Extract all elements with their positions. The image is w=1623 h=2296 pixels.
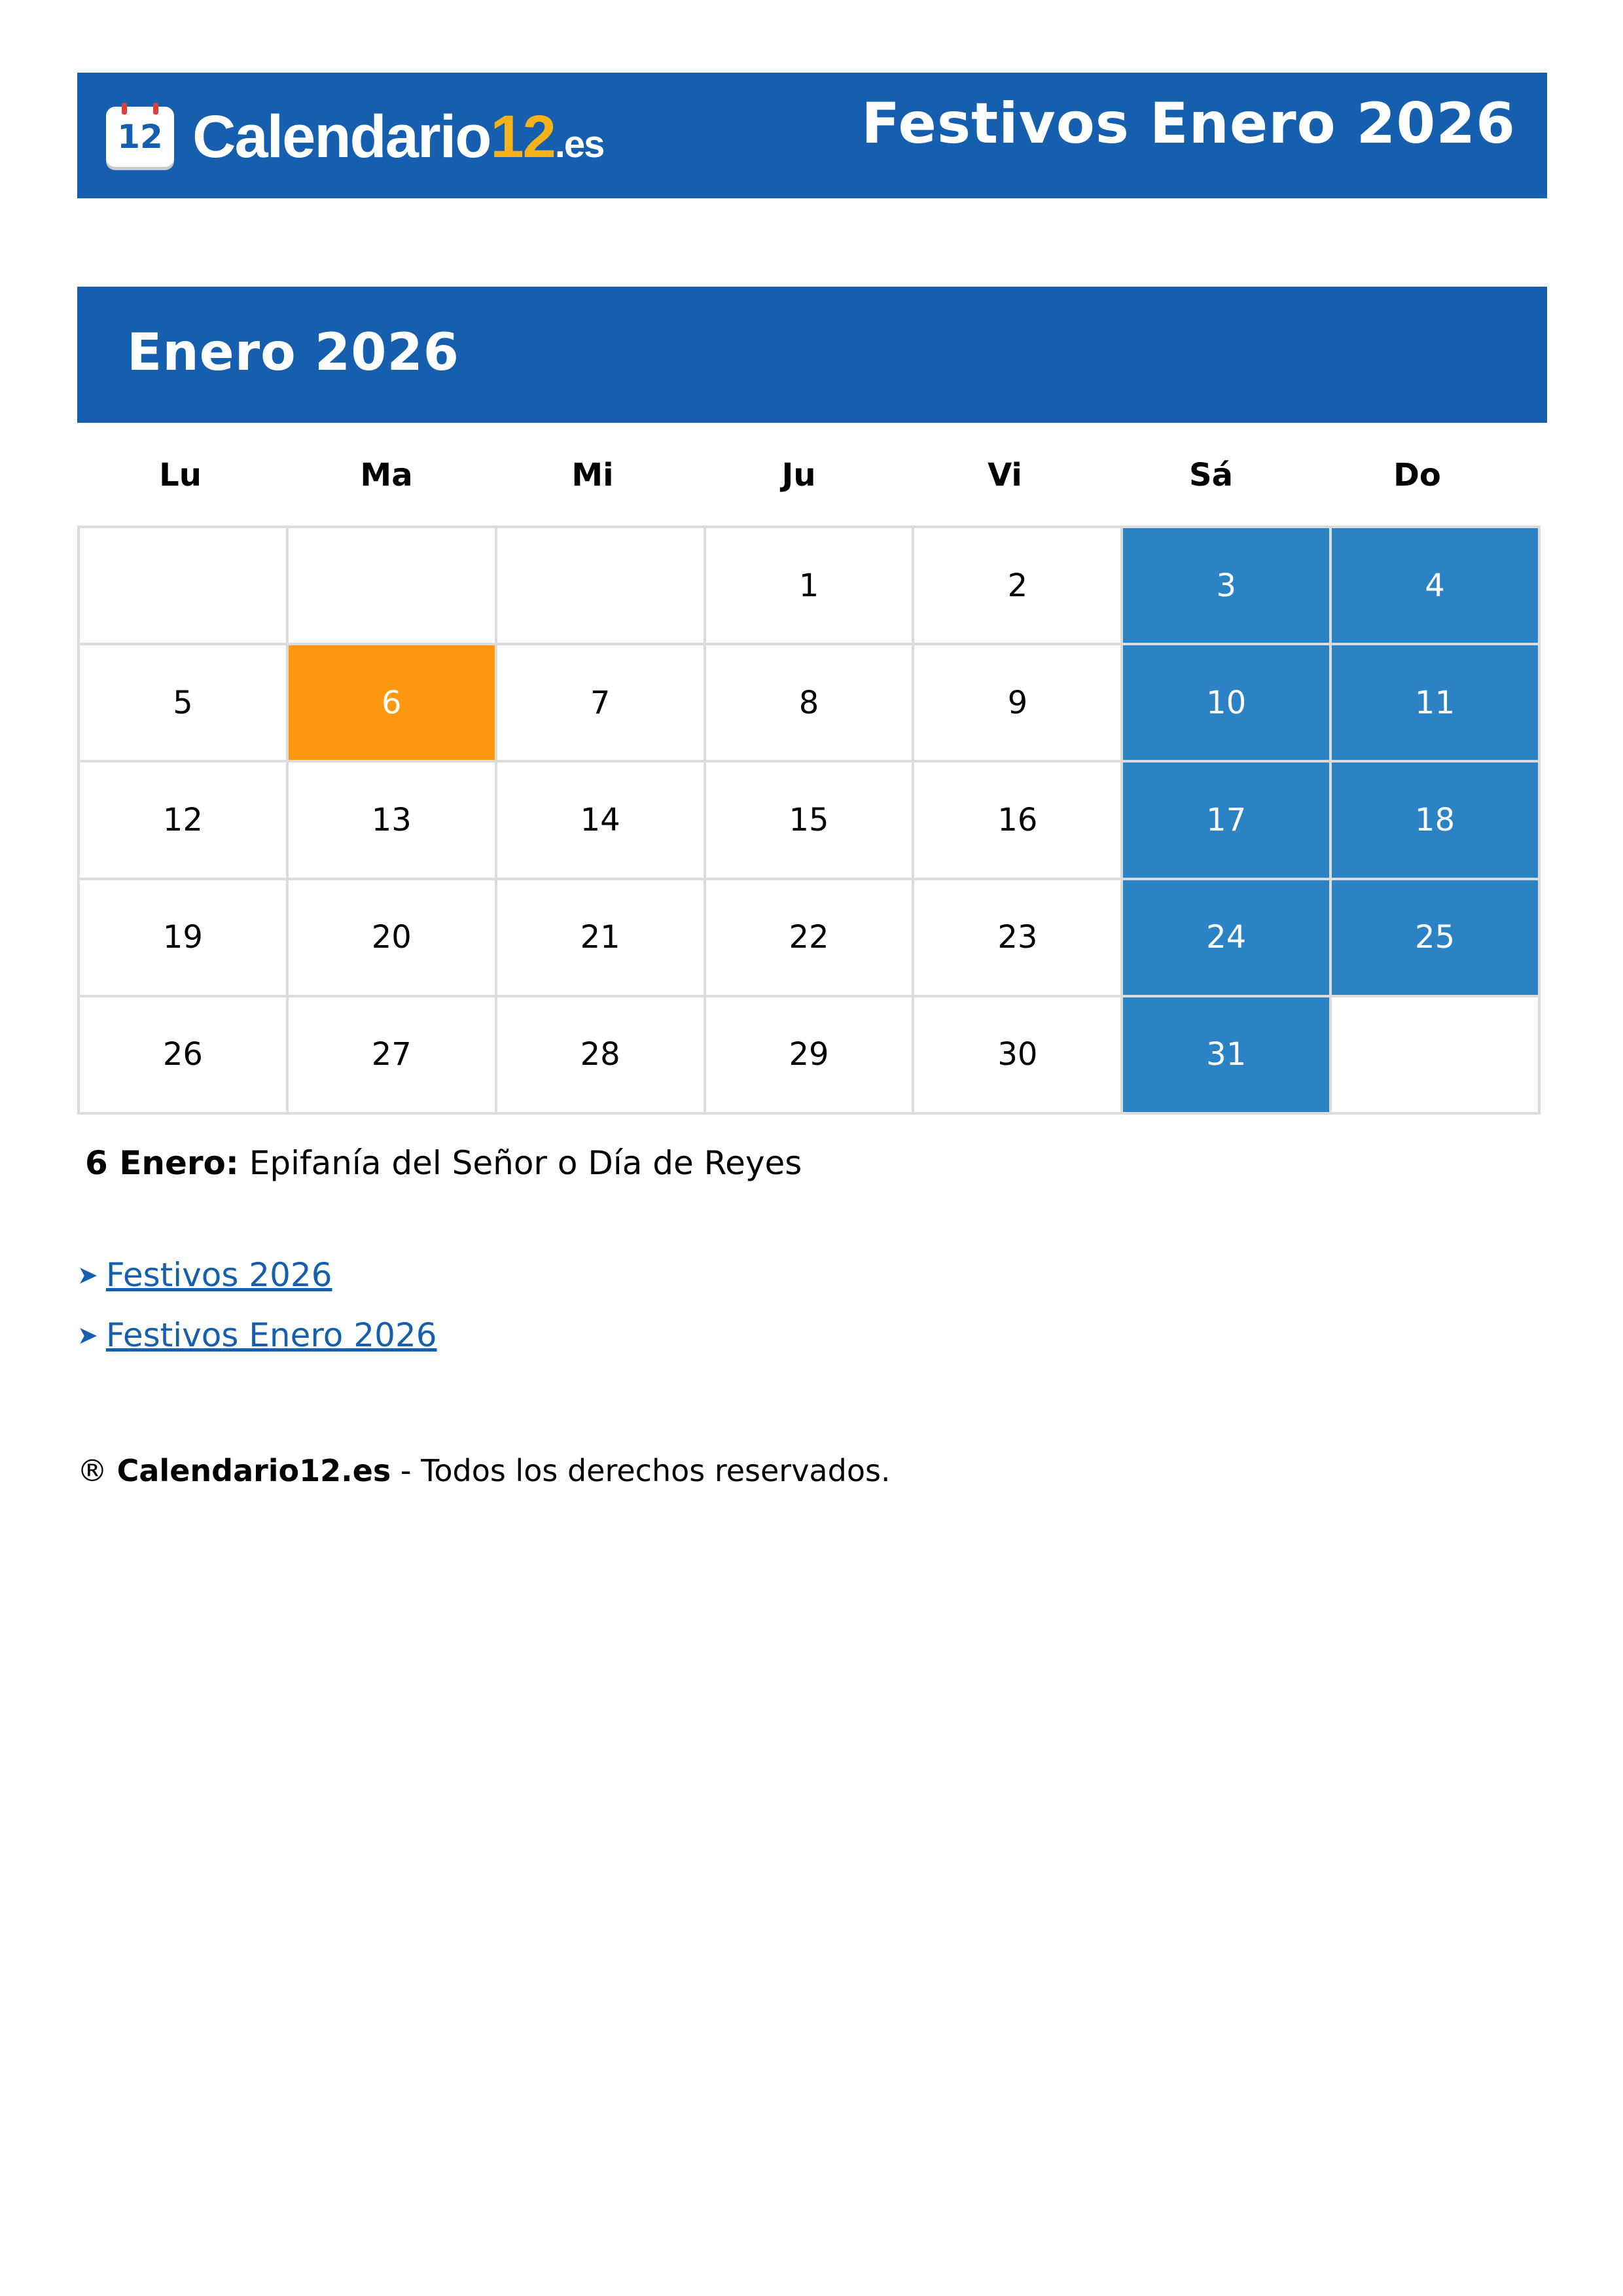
- calendar-grid: [77, 526, 1541, 1115]
- festivos-year-link[interactable]: Festivos 2026: [105, 1256, 332, 1294]
- calendar-day-weekend: 17: [1123, 762, 1332, 880]
- calendar-day: 29: [706, 997, 915, 1115]
- footer-text: - Todos los derechos reservados.: [400, 1453, 891, 1488]
- calendar-day: 19: [80, 880, 289, 997]
- holiday-name: Epifanía del Señor o Día de Reyes: [249, 1144, 802, 1182]
- arrow-icon: ➤: [77, 1261, 98, 1289]
- weekday-label: Mi: [571, 457, 614, 493]
- calendar-day-weekend: 3: [1123, 528, 1332, 645]
- weekday-label: Sá: [1189, 457, 1233, 493]
- calendar-day: 23: [914, 880, 1123, 997]
- calendar-day-weekend: 11: [1332, 645, 1541, 762]
- weekday-label: Lu: [159, 457, 202, 493]
- logo-number: 12: [490, 103, 555, 170]
- calendar-day: 28: [497, 997, 706, 1115]
- logo-name: Calendario: [192, 103, 491, 170]
- month-title: Enero 2026: [127, 323, 460, 382]
- holiday-date: 6 Enero:: [85, 1144, 239, 1182]
- calendar-day: 14: [497, 762, 706, 880]
- calendar-day: 21: [497, 880, 706, 997]
- calendar-day: 1: [706, 528, 915, 645]
- calendar-day-weekend: 10: [1123, 645, 1332, 762]
- calendar-empty-cell: [497, 528, 706, 645]
- calendar-day: 2: [914, 528, 1123, 645]
- footer-brand: Calendario12.es: [116, 1453, 391, 1488]
- holiday-note: [85, 1144, 802, 1182]
- footer: [77, 1453, 891, 1488]
- calendar-day-weekend: 18: [1332, 762, 1541, 880]
- related-links: [77, 1245, 437, 1365]
- calendar-day-weekend: 4: [1332, 528, 1541, 645]
- calendar-empty-cell: [80, 528, 289, 645]
- site-logo[interactable]: [106, 105, 603, 168]
- weekday-label: Ju: [781, 457, 816, 493]
- weekday-label: Ma: [360, 457, 413, 493]
- calendar-day: 22: [706, 880, 915, 997]
- weekday-header-row: [77, 449, 1541, 501]
- page-header: [77, 73, 1547, 198]
- calendar-day: 8: [706, 645, 915, 762]
- calendar-day-weekend: 31: [1123, 997, 1332, 1115]
- calendar-day: 30: [914, 997, 1123, 1115]
- festivos-month-link[interactable]: Festivos Enero 2026: [105, 1316, 437, 1354]
- month-header: [77, 287, 1547, 423]
- calendar-day: 20: [289, 880, 497, 997]
- calendar-day: 26: [80, 997, 289, 1115]
- calendar-day-holiday: 6: [289, 645, 497, 762]
- arrow-icon: ➤: [77, 1321, 98, 1350]
- calendar-day: 7: [497, 645, 706, 762]
- weekday-label: Do: [1393, 457, 1441, 493]
- calendar-empty-cell: [1332, 997, 1541, 1115]
- registered-symbol: ®: [77, 1453, 107, 1488]
- calendar-icon: 12: [106, 107, 174, 167]
- logo-wordmark: [192, 103, 603, 171]
- link-item: [77, 1305, 437, 1365]
- calendar-day: 27: [289, 997, 497, 1115]
- calendar-day: 15: [706, 762, 915, 880]
- page-title: Festivos Enero 2026: [861, 91, 1516, 156]
- calendar-day: 5: [80, 645, 289, 762]
- link-item: [77, 1245, 437, 1305]
- calendar-day-weekend: 24: [1123, 880, 1332, 997]
- weekday-label: Vi: [988, 457, 1022, 493]
- calendar-day: 13: [289, 762, 497, 880]
- calendar-day: 9: [914, 645, 1123, 762]
- calendar-day: 16: [914, 762, 1123, 880]
- calendar-day: 12: [80, 762, 289, 880]
- calendar-day-weekend: 25: [1332, 880, 1541, 997]
- logo-tld: .es: [554, 122, 604, 166]
- calendar-empty-cell: [289, 528, 497, 645]
